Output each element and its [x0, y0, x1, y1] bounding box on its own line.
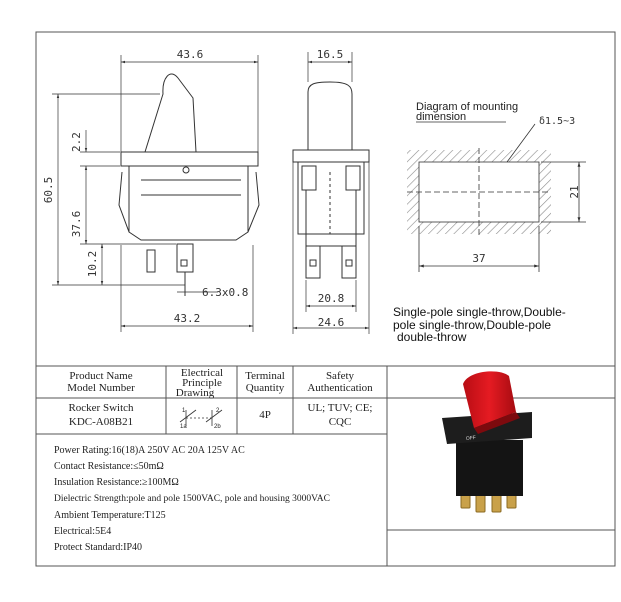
spec-line: Power Rating:16(18)A 250V AC 20A 125V AC	[54, 445, 245, 456]
dim-terminal-size: 6.3x0.8	[202, 286, 249, 299]
schematic-label: 1a	[180, 424, 187, 430]
safety-value-line2: CQC	[328, 416, 352, 428]
spec-line: Protect Standard:IP40	[54, 542, 143, 553]
photo-housing	[456, 440, 523, 496]
dim-side-mid: 20.8	[317, 292, 345, 305]
spec-line: Dielectric Strength:pole and pole 1500VAC, pole and housing 3000VAC	[54, 494, 330, 504]
description-line3: double-throw	[397, 330, 467, 344]
dim-height-body: 37.6	[70, 210, 83, 238]
mounting-cutout	[407, 122, 586, 272]
dim-width-bottom: 43.2	[173, 312, 201, 325]
dim-height-terminal: 10.2	[86, 250, 99, 278]
description-line2: pole single-throw,Double-pole	[393, 318, 552, 332]
side-view	[293, 82, 369, 278]
dim-side-bottom: 24.6	[317, 316, 345, 329]
photo-off-label: OFF	[465, 434, 477, 442]
spec-line: Electrical:5E4	[54, 526, 112, 537]
dim-panel-thickness: δ1.5~3	[539, 116, 576, 127]
dim-height-total: 60.5	[42, 176, 55, 204]
header-terminal-2: Quantity	[245, 382, 285, 394]
mounting-title-line2: dimension	[416, 111, 467, 123]
schematic-label: 2b	[214, 424, 221, 430]
product-photo	[442, 371, 532, 512]
model-number-value: KDC-A08B21	[68, 416, 134, 428]
header-terminal-1: Terminal	[245, 370, 285, 382]
dim-cutout-width: 37	[472, 252, 486, 265]
spec-line: Ambient Temperature:T125	[54, 510, 166, 521]
header-safety-2: Authentication	[307, 382, 373, 394]
header-electrical-3: Drawing	[175, 387, 215, 399]
spec-line: Contact Resistance:≤50mΩ	[54, 461, 164, 472]
dim-cutout-height: 21	[568, 185, 581, 199]
product-name-value: Rocker Switch	[68, 402, 134, 414]
dim-width-top: 43.6	[176, 48, 204, 61]
terminal-quantity-value: 4P	[259, 409, 271, 421]
front-view	[119, 74, 259, 296]
header-electrical-2: Principle	[182, 377, 222, 389]
mounting-title-line1: Diagram of mounting	[416, 101, 519, 113]
schematic-label: 1	[182, 408, 186, 414]
safety-value-line1: UL; TUV; CE;	[307, 402, 373, 414]
schematic-label: 2	[216, 408, 220, 414]
header-safety-1: Safety	[325, 370, 355, 382]
header-electrical-1: Electrical	[180, 367, 224, 379]
dim-side-top: 16.5	[316, 48, 344, 61]
spec-line: Insulation Resistance:≥100MΩ	[54, 477, 179, 488]
header-model-number: Model Number	[67, 382, 135, 394]
dim-rocker-step: 2.2	[70, 132, 83, 152]
header-product-name: Product Name	[69, 370, 133, 382]
description-line1: Single-pole single-throw,Double-	[393, 305, 566, 319]
